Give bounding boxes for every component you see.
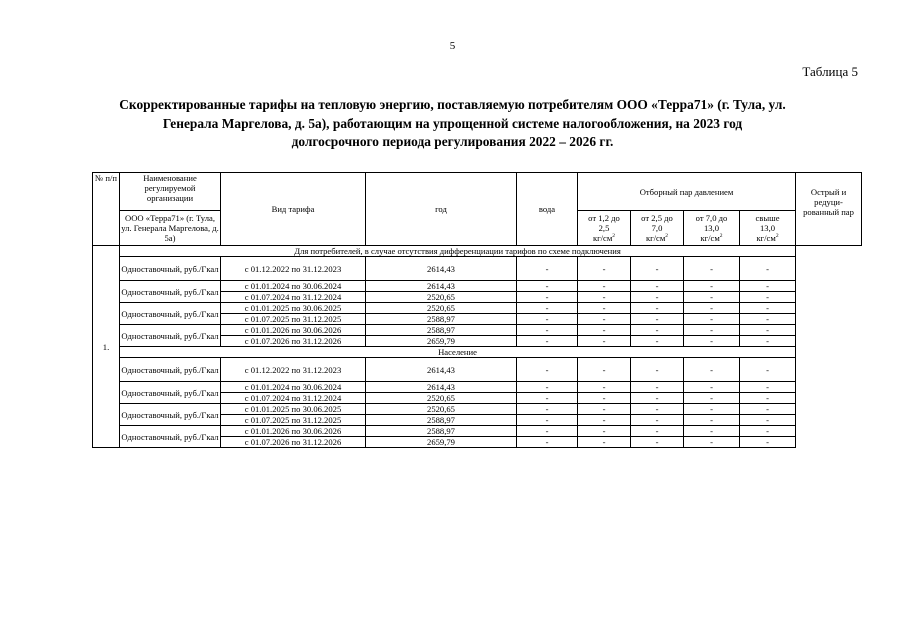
- steam-1-cell: -: [517, 336, 578, 347]
- steam-1-cell: -: [517, 281, 578, 292]
- table-caption: Таблица 5: [802, 64, 858, 79]
- period-cell: с 01.07.2026 по 31.12.2026: [221, 336, 366, 347]
- tariff-type-cell: Одноставочный, руб./Гкал: [120, 426, 221, 448]
- water-value-cell: 2659,79: [366, 437, 517, 448]
- page-number: 5: [449, 40, 456, 52]
- tariff-table: [92, 172, 862, 448]
- steam-4-cell: -: [684, 404, 740, 415]
- steam-2-cell: -: [578, 437, 631, 448]
- steam-col-line2: 13,0: [759, 223, 776, 233]
- sharp-steam-cell: -: [740, 281, 796, 292]
- tariff-row: [93, 382, 862, 393]
- steam-2-cell: -: [578, 426, 631, 437]
- steam-1-cell: -: [517, 314, 578, 325]
- title-line: долгосрочного периода регулирования 2022 – 2026 гг.: [291, 134, 614, 149]
- steam-4-cell: -: [684, 415, 740, 426]
- steam-3-cell: -: [631, 292, 684, 303]
- steam-3-cell: -: [631, 358, 684, 382]
- steam-1-cell: -: [517, 257, 578, 281]
- section-title: Население: [120, 347, 796, 358]
- tariff-type-cell: Одноставочный, руб./Гкал: [120, 382, 221, 404]
- steam-col-line1: от 2,5 до: [641, 213, 673, 223]
- steam-4-cell: -: [684, 393, 740, 404]
- header-tariff-type: Вид тарифа: [221, 173, 366, 246]
- steam-col-unit: $кг/см^2$: [592, 233, 616, 243]
- steam-3-cell: -: [631, 303, 684, 314]
- sharp-steam-cell: -: [740, 415, 796, 426]
- sharp-steam-cell: -: [740, 257, 796, 281]
- steam-col-line2: 7,0: [651, 223, 663, 233]
- tariff-type-cell: Одноставочный, руб./Гкал: [120, 358, 221, 382]
- steam-2-cell: -: [578, 257, 631, 281]
- steam-3-cell: -: [631, 404, 684, 415]
- section-row: [93, 246, 862, 257]
- steam-col-line1: от 1,2 до: [588, 213, 620, 223]
- steam-2-cell: -: [578, 314, 631, 325]
- sharp-steam-cell: -: [740, 393, 796, 404]
- steam-4-cell: -: [684, 382, 740, 393]
- steam-2-cell: -: [578, 415, 631, 426]
- steam-3-cell: -: [631, 437, 684, 448]
- tariff-type-cell: Одноставочный, руб./Гкал: [120, 303, 221, 325]
- sharp-steam-cell: -: [740, 292, 796, 303]
- steam-col-line1: свыше: [755, 213, 780, 223]
- steam-3-cell: -: [631, 257, 684, 281]
- header-water: вода: [517, 173, 578, 246]
- period-cell: с 01.01.2024 по 30.06.2024: [221, 382, 366, 393]
- steam-4-cell: -: [684, 325, 740, 336]
- water-value-cell: 2614,43: [366, 358, 517, 382]
- steam-3-cell: -: [631, 281, 684, 292]
- steam-4-cell: -: [684, 358, 740, 382]
- steam-col-unit: $кг/см^2$: [645, 233, 669, 243]
- water-value-cell: 2588,97: [366, 415, 517, 426]
- water-value-cell: 2614,43: [366, 281, 517, 292]
- tariff-row: [93, 281, 862, 292]
- header-row: [93, 173, 862, 211]
- header-org: Наименование регулируемой организации: [120, 173, 221, 211]
- steam-2-cell: -: [578, 358, 631, 382]
- tariff-type-cell: Одноставочный, руб./Гкал: [120, 404, 221, 426]
- steam-col-unit: $кг/см^2$: [700, 233, 723, 243]
- sharp-steam-cell: -: [740, 426, 796, 437]
- sharp-steam-cell: -: [740, 303, 796, 314]
- header-steam-col: [684, 211, 740, 246]
- steam-4-cell: -: [684, 281, 740, 292]
- header-num: № п/п: [93, 173, 120, 246]
- sharp-steam-cell: -: [740, 336, 796, 347]
- section-title: Для потребителей, в случае отсутствия дифференциации тарифов по схеме подключения: [120, 246, 796, 257]
- tariff-type-cell: Одноставочный, руб./Гкал: [120, 257, 221, 281]
- steam-1-cell: -: [517, 358, 578, 382]
- period-cell: с 01.01.2026 по 30.06.2026: [221, 426, 366, 437]
- water-value-cell: 2588,97: [366, 314, 517, 325]
- water-value-cell: 2614,43: [366, 257, 517, 281]
- period-cell: с 01.07.2026 по 31.12.2026: [221, 437, 366, 448]
- steam-1-cell: -: [517, 393, 578, 404]
- header-sharp-steam: Острый и редуци-рованный пар: [796, 173, 862, 246]
- tariff-type-cell: Одноставочный, руб./Гкал: [120, 281, 221, 303]
- steam-1-cell: -: [517, 404, 578, 415]
- tariff-row: [93, 303, 862, 314]
- water-value-cell: 2588,97: [366, 325, 517, 336]
- steam-2-cell: -: [578, 325, 631, 336]
- steam-col-line1: от 7,0 до: [695, 213, 728, 223]
- period-cell: с 01.01.2025 по 30.06.2025: [221, 404, 366, 415]
- sharp-steam-cell: -: [740, 314, 796, 325]
- steam-3-cell: -: [631, 415, 684, 426]
- water-value-cell: 2614,43: [366, 382, 517, 393]
- tariff-row: [93, 358, 862, 382]
- title-line: Скорректированные тарифы на тепловую энергию, поставляемую потребителям ООО «Терра71» (г. Тула, ул.: [119, 97, 786, 112]
- steam-1-cell: -: [517, 292, 578, 303]
- steam-1-cell: -: [517, 437, 578, 448]
- water-value-cell: 2520,65: [366, 292, 517, 303]
- water-value-cell: 2520,65: [366, 303, 517, 314]
- header-year: год: [366, 173, 517, 246]
- sharp-steam-cell: -: [740, 382, 796, 393]
- document-title: [80, 96, 825, 152]
- period-cell: с 01.12.2022 по 31.12.2023: [221, 358, 366, 382]
- steam-2-cell: -: [578, 404, 631, 415]
- period-cell: с 01.07.2025 по 31.12.2025: [221, 415, 366, 426]
- sharp-steam-cell: -: [740, 404, 796, 415]
- tariff-table-body: [93, 246, 862, 448]
- steam-2-cell: -: [578, 382, 631, 393]
- period-cell: с 01.01.2025 по 30.06.2025: [221, 303, 366, 314]
- period-cell: с 01.01.2026 по 30.06.2026: [221, 325, 366, 336]
- sharp-steam-cell: -: [740, 325, 796, 336]
- steam-2-cell: -: [578, 292, 631, 303]
- steam-2-cell: -: [578, 281, 631, 292]
- steam-4-cell: -: [684, 292, 740, 303]
- water-value-cell: 2588,97: [366, 426, 517, 437]
- steam-1-cell: -: [517, 382, 578, 393]
- steam-3-cell: -: [631, 393, 684, 404]
- steam-4-cell: -: [684, 336, 740, 347]
- steam-col-unit: $кг/см^2$: [756, 233, 779, 243]
- steam-col-line2: 2,5: [598, 223, 610, 233]
- steam-1-cell: -: [517, 426, 578, 437]
- sharp-steam-cell: -: [740, 437, 796, 448]
- steam-3-cell: -: [631, 382, 684, 393]
- tariff-row: [93, 257, 862, 281]
- tariff-row: [93, 404, 862, 415]
- row-number-cell: 1.: [93, 246, 120, 448]
- header-steam-col: [631, 211, 684, 246]
- steam-4-cell: -: [684, 314, 740, 325]
- tariff-type-cell: Одноставочный, руб./Гкал: [120, 325, 221, 347]
- title-line: Генерала Маргелова, д. 5а), работающим на упрощенной системе налогообложения, на 2023 год: [162, 115, 743, 131]
- steam-1-cell: -: [517, 303, 578, 314]
- org-name-cell: ООО «Терра71» (г. Тула, ул. Генерала Маргелова, д. 5а): [120, 211, 221, 246]
- header-steam-col: [578, 211, 631, 246]
- section-row: [93, 347, 862, 358]
- water-value-cell: 2520,65: [366, 404, 517, 415]
- header-steam-group: Отборный пар давлением: [578, 173, 796, 211]
- steam-3-cell: -: [631, 426, 684, 437]
- tariff-row: [93, 325, 862, 336]
- period-cell: с 01.07.2024 по 31.12.2024: [221, 393, 366, 404]
- steam-3-cell: -: [631, 325, 684, 336]
- steam-3-cell: -: [631, 336, 684, 347]
- sharp-steam-cell: -: [740, 358, 796, 382]
- steam-2-cell: -: [578, 393, 631, 404]
- period-cell: с 01.01.2024 по 30.06.2024: [221, 281, 366, 292]
- steam-2-cell: -: [578, 303, 631, 314]
- tariff-row: [93, 426, 862, 437]
- water-value-cell: 2659,79: [366, 336, 517, 347]
- steam-col-line2: 13,0: [703, 223, 720, 233]
- steam-4-cell: -: [684, 303, 740, 314]
- steam-4-cell: -: [684, 257, 740, 281]
- steam-2-cell: -: [578, 336, 631, 347]
- steam-4-cell: -: [684, 437, 740, 448]
- period-cell: с 01.07.2025 по 31.12.2025: [221, 314, 366, 325]
- steam-3-cell: -: [631, 314, 684, 325]
- header-steam-col: [740, 211, 796, 246]
- period-cell: с 01.12.2022 по 31.12.2023: [221, 257, 366, 281]
- steam-1-cell: -: [517, 415, 578, 426]
- steam-1-cell: -: [517, 325, 578, 336]
- water-value-cell: 2520,65: [366, 393, 517, 404]
- steam-4-cell: -: [684, 426, 740, 437]
- period-cell: с 01.07.2024 по 31.12.2024: [221, 292, 366, 303]
